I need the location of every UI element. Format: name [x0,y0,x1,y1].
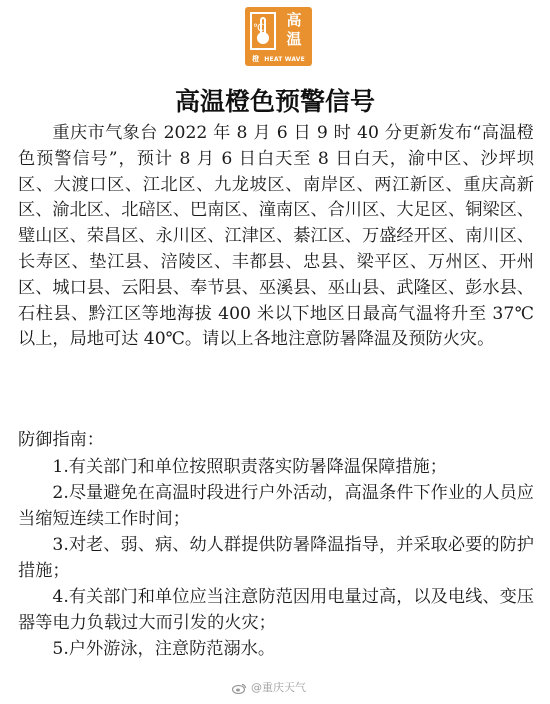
page-title: 高温橙色预警信号 [174,87,375,116]
guide-item: 1.有关部门和单位按照职责落实防暑降温保障措施； [52,457,447,477]
guide-item: 2.尽量避免在高温时段进行户外活动，高温条件下作业的人员应当缩短连续工作时间； [18,483,534,529]
guide-item: 3.对老、弱、病、幼人群提供防暑降温指导，并采取必要的防护措施； [18,535,534,581]
watermark-text: @重庆天气 [251,681,306,694]
weibo-watermark [232,679,306,695]
badge-chars: 高 温 [286,11,302,48]
guide-heading: 防御指南： [18,430,104,450]
heat-wave-warning-icon [245,7,312,66]
celsius-unit: ℃ [253,23,265,34]
thermometer-panel [250,12,276,50]
guide-item: 4.有关部门和单位应当注意防范因用电量过高，以及电线、变压器等电力负载过大而引发的火灾； [18,587,534,633]
badge-english: HEAT WAVE [264,56,305,63]
warning-body: 重庆市气象台 2022 年 8 月 6 日 9 时 40 分更新发布“高温橙色预警信号”，预计 8 月 6 日白天至 8 日白天，渝中区、沙坪坝区、大渡口区、江北区、九龙坡区、南岸区、两江新区、重庆高新区、渝北区、北碚区、巴南区、潼南区、合川区、大足区、铜梁区、璧山区、荣昌区、永川区、江津区、綦江区、万盛经开区、南川区、长寿区、垫江县、涪陵区、丰都县、忠县、梁平区、万州区、开州区、城口县、云阳县、奉节县、巫溪县、巫山县、武隆区、彭水县、石柱县、黔江区等地海拔 400 米以下地区日最高气温将升至 37℃以上，局地可达 40℃。请以上各地注意防暑降温及预防火灾。 [18,123,534,350]
weibo-icon [232,683,247,694]
badge-level-mark: 橙 [252,55,260,63]
guide-item: 5.户外游泳，注意防范溺水。 [52,639,276,659]
badge-caption [245,54,312,64]
defense-guide [18,427,534,662]
